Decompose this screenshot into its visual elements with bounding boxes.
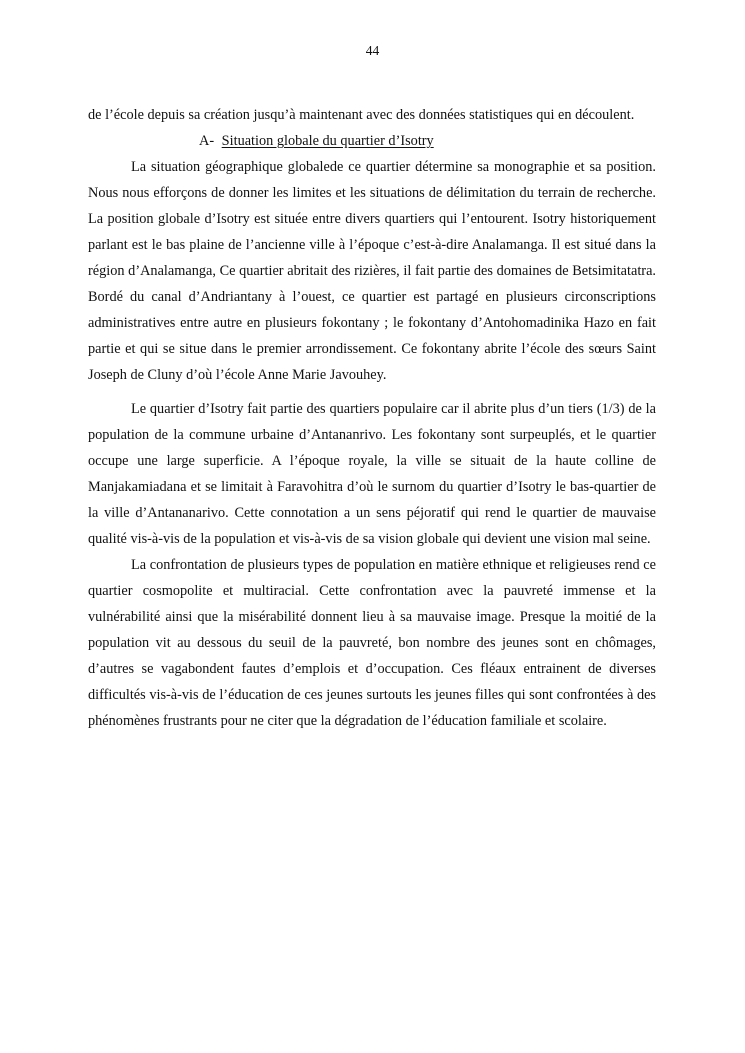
section-title: Situation globale du quartier d’Isotry bbox=[221, 133, 434, 149]
page-number: 44 bbox=[365, 43, 380, 58]
intro-paragraph: de l’école depuis sa création jusqu’à maintenant avec des données statistiques qui en découlent. bbox=[88, 107, 635, 123]
paragraph-population: Le quartier d’Isotry fait partie des quartiers populaire car il abrite plus d’un tiers (1/3) de la population de la commune urbaine d’Antananrivo. Les fokontany sont surpeuplés, et le quartier occupe une large superficie. A l’époque royale, la ville se situait de la haute colline de Manjakamiadana et se limitait à Faravohitra d’où le surnom du quartier d’Isotry le bas-quartier de la ville d’Antananarivo. Cette connotation a un sens péjoratif qui rend le quartier de mauvaise qualité vis-à-vis de la population et vis-à-vis de sa vision globale qui devient une vision mal seine. bbox=[88, 401, 656, 547]
paragraph-location: La situation géographique globalede ce quartier détermine sa monographie et sa position. Nous nous efforçons de donner les limites et les situations de délimitation du terrain de recherche. La position globale d’Isotry est située entre divers quartiers qui l’entourent. Isotry historiquement parlant est le bas plaine de l’ancienne ville à l’époque c’est-à-dire Analamanga. Il est situé dans la région d’Analamanga, Ce quartier abritait des rizières, il fait partie des domaines de Betsimitatatra. Bordé du canal d’Andriantany à l’ouest, ce quartier est partagé en plusieurs circonscriptions administratives entre autre en plusieurs fokontany ; le fokontany d’Antohomadinika Hazo en fait partie et qui se situe dans le premier arrondissement. Ce fokontany abrite l’école des sœurs Saint Joseph de Cluny d’où l’école Anne Marie Javouhey. bbox=[88, 159, 656, 383]
section-heading bbox=[88, 128, 656, 154]
paragraph-confrontation: La confrontation de plusieurs types de population en matière ethnique et religieuses rend ce quartier cosmopolite et multiracial. Cette confrontation avec la pauvreté immense et la vulnérabilité ainsi que la misérabilité donnent lieu à sa mauvaise image. Presque la moitié de la population vit au dessous du seuil de la pauvreté, bon nombre des jeunes sont en chômages, d’autres se vagabondent fautes d’emplois et d’occupation. Ces fléaux entrainent de diverses difficultés vis-à-vis de l’éducation de ces jeunes surtouts les jeunes filles qui sont confrontées à des phénomènes frustrants pour ne citer que la dégradation de l’éducation familiale et scolaire. bbox=[88, 557, 656, 729]
body-text bbox=[88, 102, 656, 734]
section-marker: A- bbox=[199, 133, 215, 149]
